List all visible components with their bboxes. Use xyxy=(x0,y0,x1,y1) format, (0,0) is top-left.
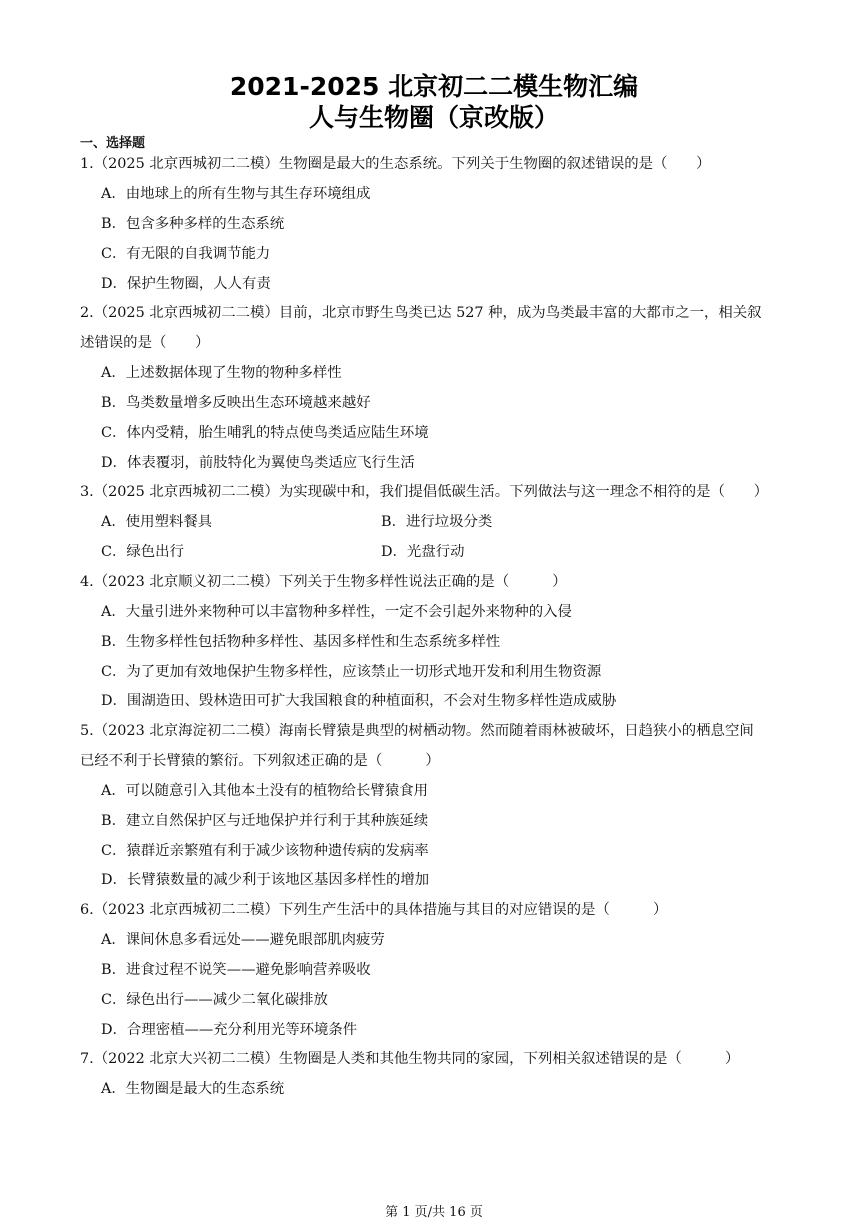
question-5-option-d: D．长臂猿数量的减少利于该地区基因多样性的增加 xyxy=(101,872,430,888)
question-4-option-d: D．围湖造田、毁林造田可扩大我国粮食的种植面积，不会对生物多样性造成威胁 xyxy=(101,693,617,709)
question-1-option-d: D．保护生物圈，人人有责 xyxy=(101,276,271,292)
question-2-option-d: D．体表覆羽，前肢特化为翼使鸟类适应飞行生活 xyxy=(101,455,415,471)
question-2-option-c: C．体内受精，胎生哺乳的特点使鸟类适应陆生环境 xyxy=(101,425,429,441)
question-2-stem-line1: 2.（2025 北京西城初二二模）目前，北京市野生鸟类已达 527 种，成为鸟类最丰富的大都市之一，相关叙 xyxy=(80,305,762,321)
question-1-stem: 1.（2025 北京西城初二二模）生物圈是最大的生态系统。下列关于生物圈的叙述错误的是（ ） xyxy=(80,156,711,172)
question-7-stem: 7.（2022 北京大兴初二二模）生物圈是人类和其他生物共同的家园，下列相关叙述错误的是（ ） xyxy=(80,1051,740,1067)
question-5-option-b: B．建立自然保护区与迁地保护并行利于其种族延续 xyxy=(101,813,429,829)
question-5-stem-line2: 已经不利于长臂猿的繁衍。下列叙述正确的是（ ） xyxy=(80,753,440,769)
question-1-option-b: B．包含多种多样的生态系统 xyxy=(101,216,285,232)
question-7-option-a: A．生物圈是最大的生态系统 xyxy=(101,1081,285,1097)
question-3-option-c: C．绿色出行 xyxy=(101,544,184,560)
question-4-option-b: B．生物多样性包括物种多样性、基因多样性和生态系统多样性 xyxy=(101,634,501,650)
question-4-option-a: A．大量引进外来物种可以丰富物种多样性，一定不会引起外来物种的入侵 xyxy=(101,604,572,620)
question-1-option-a: A．由地球上的所有生物与其生存环境组成 xyxy=(101,186,371,202)
question-6-stem: 6.（2023 北京西城初二二模）下列生产生活中的具体措施与其目的对应错误的是（ ） xyxy=(80,902,668,918)
question-1-option-c: C．有无限的自我调节能力 xyxy=(101,246,271,262)
question-5-option-c: C．猿群近亲繁殖有利于减少该物种遗传病的发病率 xyxy=(101,843,429,859)
question-6-option-b: B．进食过程不说笑——避免影响营养吸收 xyxy=(101,962,371,978)
question-6-option-c: C．绿色出行——减少二氧化碳排放 xyxy=(101,992,328,1008)
page-indicator: 第 1 页/共 16 页 xyxy=(385,1205,483,1220)
question-5-stem-line1: 5.（2023 北京海淀初二二模）海南长臂猿是典型的树栖动物。然而随着雨林被破坏，日趋狭小的栖息空间 xyxy=(80,723,754,739)
question-2-option-a: A．上述数据体现了生物的物种多样性 xyxy=(101,365,342,381)
section-heading: 一、选择题 xyxy=(80,136,146,151)
question-4-stem: 4.（2023 北京顺义初二二模）下列关于生物多样性说法正确的是（ ） xyxy=(80,574,567,590)
question-3-option-b: B．进行垃圾分类 xyxy=(381,514,493,530)
question-5-option-a: A．可以随意引入其他本土没有的植物给长臂猿食用 xyxy=(101,783,428,799)
question-4-option-c: C．为了更加有效地保护生物多样性，应该禁止一切形式地开发和利用生物资源 xyxy=(101,664,602,680)
question-3-stem: 3.（2025 北京西城初二二模）为实现碳中和，我们提倡低碳生活。下列做法与这一理念不相符的是（ ） xyxy=(80,484,769,500)
document-title-line2: 人与生物圈（京改版） xyxy=(308,103,559,132)
question-3-option-a: A．使用塑料餐具 xyxy=(101,514,213,530)
question-6-option-a: A．课间休息多看远处——避免眼部肌肉疲劳 xyxy=(101,932,385,948)
question-2-option-b: B．鸟类数量增多反映出生态环境越来越好 xyxy=(101,395,371,411)
question-6-option-d: D．合理密植——充分利用光等环境条件 xyxy=(101,1022,358,1038)
document-title-line1: 2021-2025 北京初二二模生物汇编 xyxy=(229,72,639,101)
question-3-option-d: D．光盘行动 xyxy=(381,544,465,560)
question-2-stem-line2: 述错误的是（ ） xyxy=(80,335,210,351)
